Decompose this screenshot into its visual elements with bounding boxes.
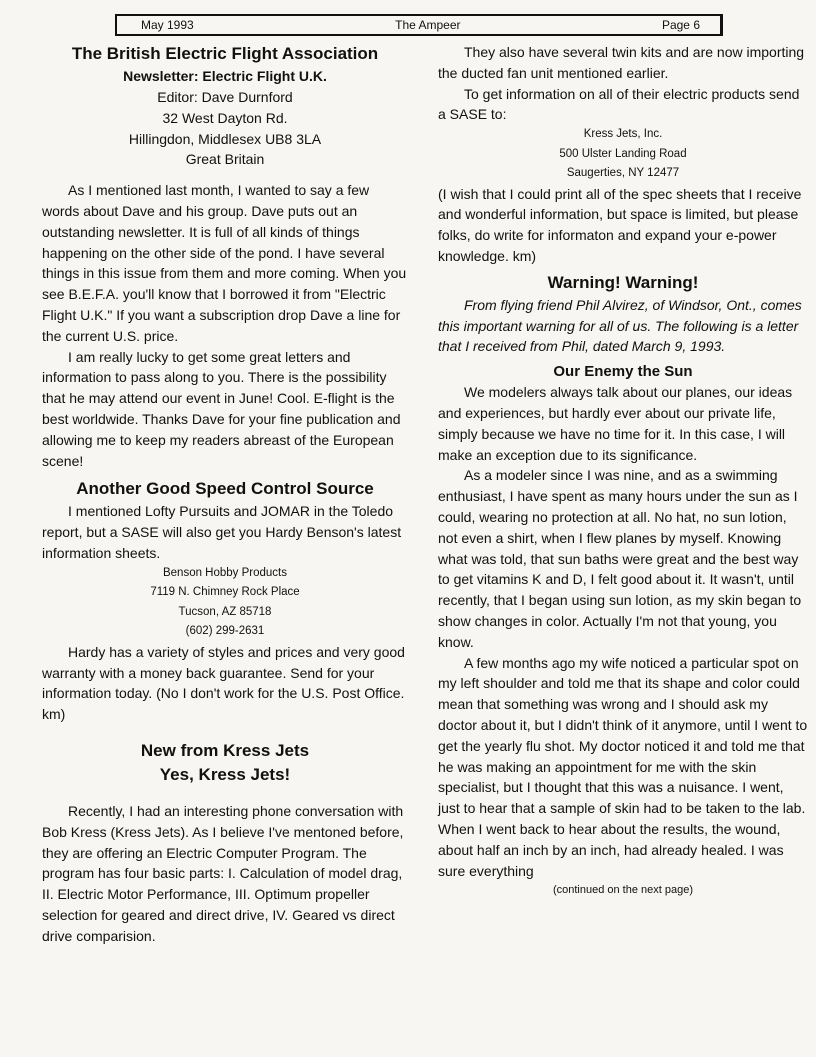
benson-name: Benson Hobby Products bbox=[162, 566, 288, 579]
right-column bbox=[438, 42, 808, 899]
kress-street: 500 Ulster Landing Road bbox=[559, 147, 687, 160]
warning-title: Warning! Warning! bbox=[547, 272, 699, 292]
enemy-sun-title: Our Enemy the Sun bbox=[553, 363, 693, 381]
kress-subtitle: Yes, Kress Jets! bbox=[159, 764, 291, 784]
befa-paragraph-2: I am really lucky to get some great letters and information to pass along to you. There is the possibility that he may attend our event in June! Cool. E-flight is the best worldwide. Thanks Dave for your fine publication and allowing me to keep my readers abreast of the European scene! bbox=[42, 348, 401, 469]
continued-note: (continued on the next page) bbox=[552, 884, 694, 897]
issue-date: May 1993 bbox=[141, 18, 194, 32]
benson-street: 7119 N. Chimney Rock Place bbox=[150, 586, 300, 599]
kress-paragraph-2: They also have several twin kits and are now importing the ducted fan unit mentioned earlier. bbox=[438, 44, 805, 81]
befa-paragraph-1: As I mentioned last month, I wanted to say a few words about Dave and his group. Dave puts out an outstanding newsletter. It is full of all kinds of things happening on the other side of the pond. I have several things in this issue from them and more coming. When you see B.E.F.A. you'll know that I borrowed it from "Electric Flight U.K." If you want a subscription drop Dave a line for the current U.S. price. bbox=[42, 182, 407, 344]
befa-street: 32 West Dayton Rd. bbox=[162, 109, 288, 126]
kress-title: New from Kress Jets bbox=[140, 740, 310, 760]
befa-subtitle: Newsletter: Electric Flight U.K. bbox=[123, 68, 327, 84]
befa-country: Great Britain bbox=[185, 151, 265, 168]
befa-title: The British Electric Flight Association bbox=[71, 44, 379, 63]
page-header bbox=[115, 14, 723, 36]
kress-city: Saugerties, NY 12477 bbox=[566, 167, 680, 180]
speed-control-paragraph-2: Hardy has a variety of styles and prices and very good warranty with a money back guarantee. Send for your information today. (No I don't work for the U.S. Post Office. km) bbox=[42, 643, 405, 723]
speed-control-paragraph-1: I mentioned Lofty Pursuits and JOMAR in the Toledo report, but a SASE will also get you Hardy Benson's latest information sheets. bbox=[42, 503, 402, 561]
befa-city: Hillingdon, Middlesex UB8 3LA bbox=[128, 130, 322, 147]
kress-note: (I wish that I could print all of the spec sheets that I receive and wonderful information, but space is limited, but please folks, do write for informaton and expand your e-power knowledge. km) bbox=[438, 185, 802, 265]
page-number: Page 6 bbox=[661, 18, 700, 32]
benson-city: Tucson, AZ 85718 bbox=[178, 605, 272, 618]
speed-control-title: Another Good Speed Control Source bbox=[76, 479, 374, 499]
enemy-sun-paragraph-2: As a modeler since I was nine, and as a swimming enthusiast, I have spent as many hours under the sun as I could, wearing no protection at all. No hat, no sun lotion, not even a shirt, when I flew planes by myself. Knowing what was told, that sun baths were great and the best way to get vitamins K and D, I felt good about it. It wasn't, until recently, that I began using sun lotion, as my skin began to show changes in color. Actually I'm not that young, you know. bbox=[438, 467, 802, 650]
enemy-sun-paragraph-3: A few months ago my wife noticed a particular spot on my left shoulder and told me that its shape and color could mean that something was wrong and I should ask my doctor about it, but I didn't think of it anymore, until I went to get the yearly flu shot. My doctor noticed it and told me that he was making an appointment for me with the skin specialist, but I thought that this was a nuisance. I went, just to hear that a sample of skin had to be taken to the lab. When I went back to hear about the results, the wound, about half an inch by an inch, had already healed. I was sure everything bbox=[438, 654, 808, 879]
kress-paragraph-3: To get information on all of their electric products send a SASE to: bbox=[438, 85, 800, 123]
enemy-sun-paragraph-1: We modelers always talk about our planes, our ideas and experiences, but hardly ever about our private life, simply because we have no time for it. In this case, I will make an exception due to its significance. bbox=[438, 384, 793, 463]
befa-editor: Editor: Dave Durnford bbox=[157, 89, 293, 105]
kress-paragraph-1: Recently, I had an interesting phone conversation with Bob Kress (Kress Jets). As I believe I've mentoned before, they are offering an Electric Computer Program. The program has four basic parts: I. Calculation of model drag, II. Electric Motor Performance, III. Optimum propeller selection for geared and direct drive, IV. Geared vs direct drive comparision. bbox=[42, 802, 404, 944]
benson-phone: (602) 299-2631 bbox=[185, 625, 265, 638]
publication-name: The Ampeer bbox=[395, 18, 461, 32]
warning-intro: From flying friend Phil Alvirez, of Windsor, Ont., comes this important warning for all of us. The following is a letter that I received from Phil, dated March 9, 1993. bbox=[438, 296, 802, 355]
left-column bbox=[42, 42, 408, 947]
kress-company-name: Kress Jets, Inc. bbox=[583, 128, 663, 141]
